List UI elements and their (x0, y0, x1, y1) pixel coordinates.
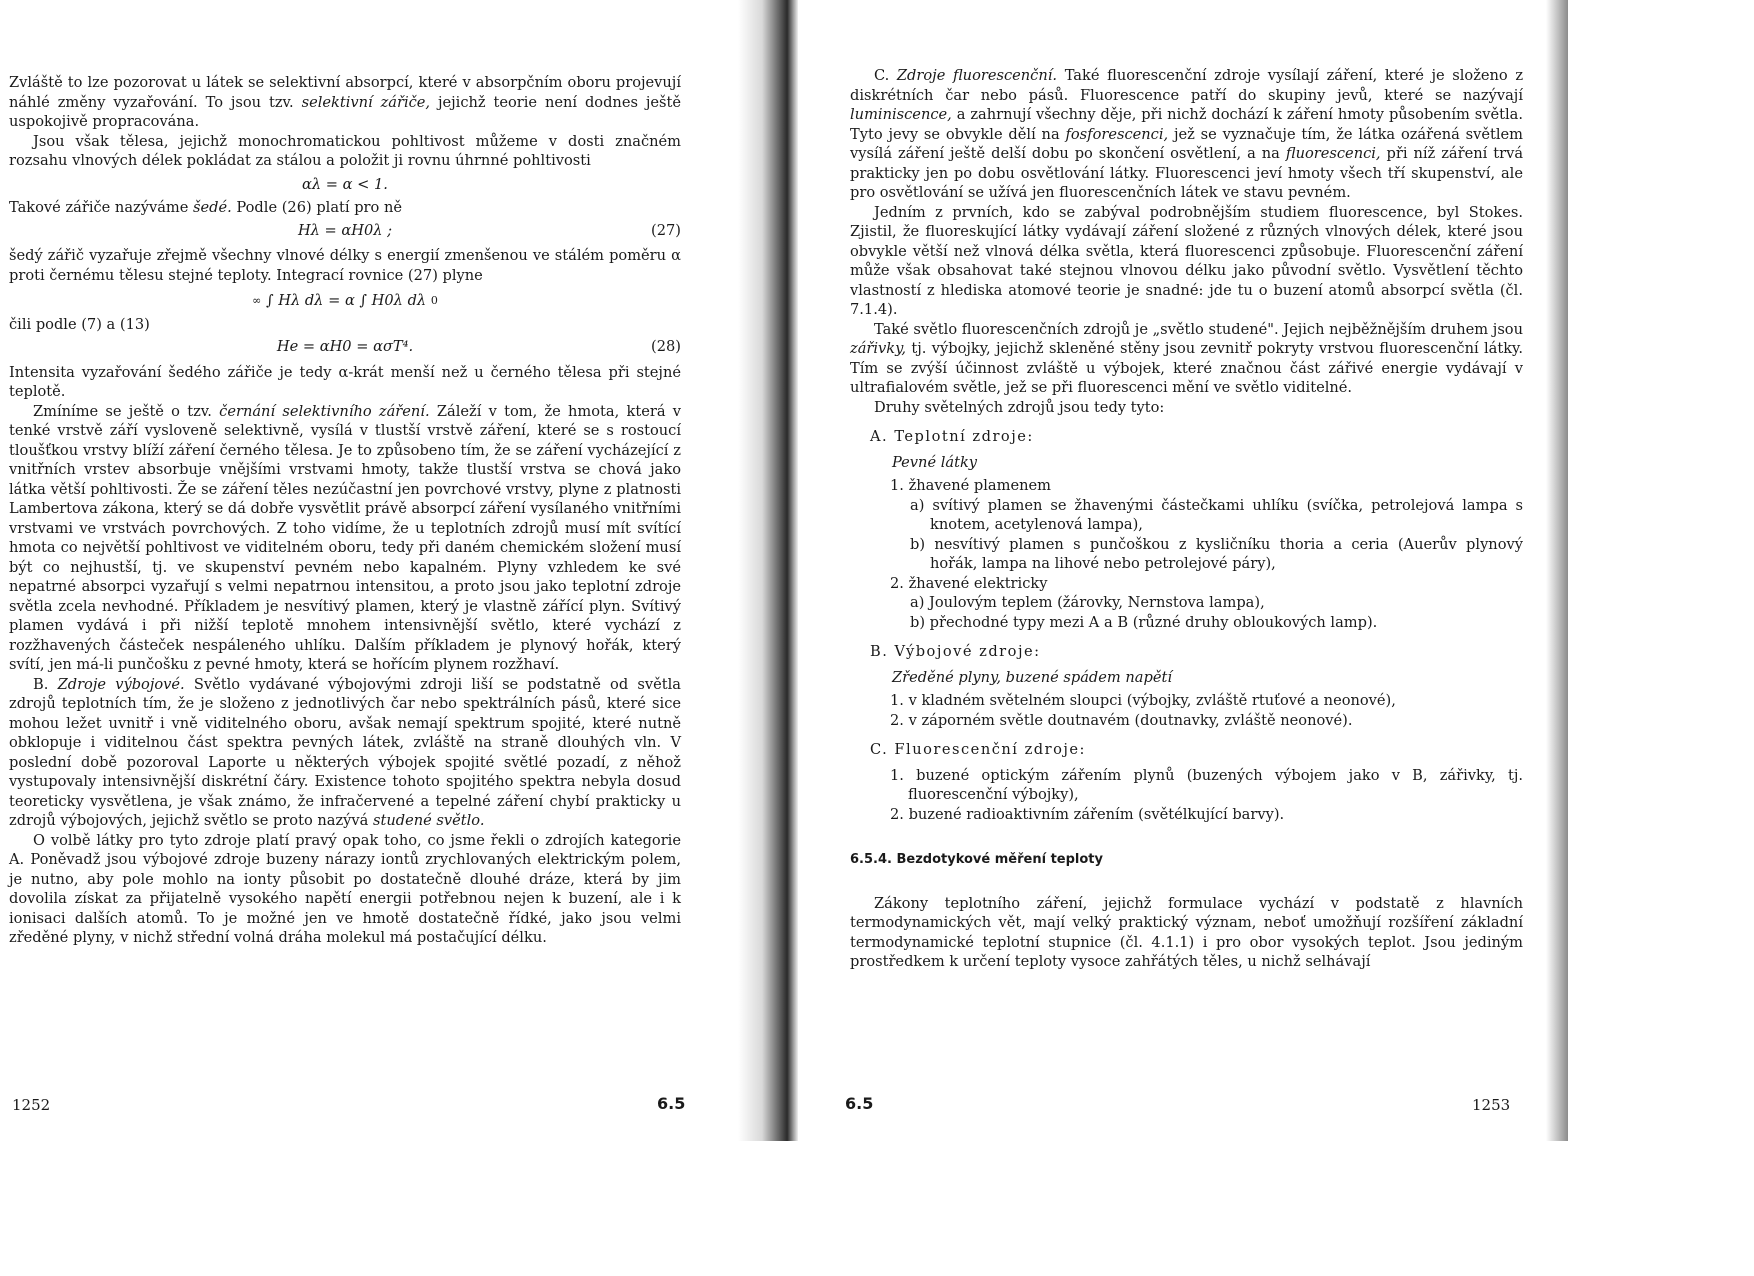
paragraph: Jsou však tělesa, jejichž monochromatickou pohltivost můžeme v dosti značném rozsahu vlnových délek pokládat za stálou a položit ji rovnu úhrnné pohltivosti (9, 132, 681, 169)
integral-bound-upper: ∞ (252, 294, 262, 307)
paragraph: B. Zdroje výbojové. Světlo vydávané výbojovými zdroji liší se podstatně od světla zdrojů teplotních tím, že je složeno z jednotlivých čar nebo spektrálních pásů, které sice mohou ležet uvnitř i vně viditelného oboru, avšak nemají spektrum spojité, které nutně obklopuje i viditelnou část spektra pevných látek, zvláště na straně dlouhých vln. V poslední době pozoroval Laporte u některých výbojek spojité světlé pozadí, z něhož vystupovaly intensivnější diskrétní čáry. Existence tohoto spojitého spektra nebyla dosud teoreticky vysvětlena, je však známo, že infračervené a tepelné záření chybí prakticky u zdrojů výbojových, jejichž světlo se proto nazývá studené světlo. (9, 675, 681, 829)
list-item: 1. žhavené plamenem (890, 477, 1051, 494)
equation: αλ = α < 1. (302, 175, 388, 193)
source-group-heading: C. Fluorescenční zdroje: (870, 741, 1086, 758)
paragraph: Zmíníme se ještě o tzv. černání selektivního záření. Záleží v tom, že hmota, která v tenké vrstvě září vysloveně selektivně, vysílá v tlustší vrstvě záření, které se s rostoucí tloušťkou vrstvy blíží záření černého tělesa. Je to způsobeno tím, že se záření vycházející z vnitřních vrstev absorbuje vnějšími vrstvami hmoty, takže tlustší vrstva se chová jako látka větší pohltivosti. Že se záření těles nezúčastní jen povrchové vrstvy, plyne z platnosti Lambertova zákona, který se dá dobře vysvětlit právě absorpcí záření vysílaného vnitřními vrstvami ve vrstvách povrchových. Z toho vidíme, že u teplotních zdrojů musí mít svítící hmota co největší pohltivost ve viditelném oboru, tedy při daném chemickém složení musí být co nejhustší, tj. ve skupenství pevném nebo kapalném. Plyny vzhledem ke své nepatrné absorpci vyzařují s velmi nepatrnou intensitou, a proto jsou jako teplotní zdroje světla zcela nevhodné. Příkladem je nesvítivý plamen, který je vlastně zářící plyn. Svítivý plamen vydává i při nižší teplotě mnohem intensivnější světlo, které vychází z rozžhavených částeček nespáleného uhlíku. Dalším příkladem je plynový hořák, který svítí, jen má-li punčošku z pevné hmoty, která se hořícím plynem rozžhaví. (9, 402, 682, 673)
paragraph: Také světlo fluorescenčních zdrojů je „světlo studené". Jejich nejběžnějším druhem jsou zářivky, tj. výbojky, jejichž skleněné stěny jsou zevnitř pokryty vrstvou fluorescenční látky. Tím se zvýší účinnost zvláště u výbojek, které značnou část zářivé energie vydávají v ultrafialovém světle, jež se při fluorescenci mění ve světlo viditelné. (850, 320, 1524, 396)
source-subgroup: Zředěné plyny, buzené spádem napětí (892, 668, 1172, 686)
source-group-heading: A. Teplotní zdroje: (870, 428, 1034, 445)
book-gutter (738, 0, 798, 1141)
paragraph: C. Zdroje fluorescenční. Také fluorescenční zdroje vysílají záření, které je složeno z diskrétních čar nebo pásů. Fluorescence patří do skupiny jevů, které se nazývají luminiscence, a zahrnují všechny děje, při nichž dochází k záření hmoty působením světla. Tyto jevy se obvykle dělí na fosforescenci, jež se vyznačuje tím, že látka ozářená světlem vysílá záření ještě delší dobu po skončení osvětlení, a na fluorescenci, při níž záření trvá prakticky jen po dobu osvětlování látky. Fluorescenci jeví hmoty všech tří skupenství, ale pro osvětlování se užívá jen fluorescenčních látek ve stavu pevném. (850, 67, 1524, 201)
paragraph: Takové zářiče nazýváme šedé. Podle (26) platí pro ně (9, 199, 402, 216)
list-item: 2. žhavené elektricky (890, 574, 1048, 592)
equation-27 (9, 221, 681, 241)
paragraph: čili podle (7) a (13) (9, 315, 150, 333)
right-page-body (850, 66, 1523, 972)
list-item: 1. v kladném světelném sloupci (výbojky, zvláště rtuťové a neonové), (890, 692, 1396, 709)
left-page (0, 0, 784, 1141)
paragraph: Zvláště to lze pozorovat u látek se selektivní absorpcí, které v absorpčním oboru projevují náhlé změny vyzařování. To jsou tzv. selektivní zářiče, jejichž teorie není dodnes ještě uspokojivě propracována. (9, 74, 681, 130)
paragraph: Intensita vyzařování šedého zářiče je tedy α-krát menší než u černého tělesa při stejné teplotě. (9, 363, 681, 400)
list-item: a) Joulovým teplem (žárovky, Nernstova lampa), (910, 594, 1265, 611)
list-item: 2. v záporném světle doutnavém (doutnavky, zvláště neonové). (890, 711, 1353, 729)
list-item: 1. buzené optickým zářením plynů (buzených výbojem jako v B, zářivky, tj. fluorescenční výbojky), (890, 766, 1523, 803)
page-edge-shadow (1546, 0, 1568, 1141)
list-item: 2. buzené radioaktivním zářením (světélkující barvy). (890, 805, 1285, 823)
equation-formula: He = αH0 = ασT⁴. (276, 338, 414, 355)
left-page-body (9, 73, 681, 948)
integral-formula: ∫ Hλ dλ = α ∫ H0λ dλ (265, 292, 427, 309)
page-number: 1252 (12, 1096, 51, 1114)
section-running-head: 6.5 (657, 1094, 686, 1113)
page-number: 1253 (1472, 1096, 1511, 1114)
paragraph: O volbě látky pro tyto zdroje platí pravý opak toho, co jsme řekli o zdrojích kategorie A. Poněvadž jsou výbojové zdroje buzeny nárazy iontů zrychlovaných elektrickým polem, je nutno, aby pole mohlo na ionty působit po dostatečně dlouhé dráze, která by jim dovolila získat za přijatelně vysokého napětí energii potřebnou nejen k buzení, ale i k ionisaci dalších atomů. To je možné jen ve hmotě dostatečně řídké, jako jsou velmi zředěné plyny, v nichž střední volná dráha molekul má postačující délku. (9, 831, 681, 946)
section-running-head: 6.5 (845, 1094, 874, 1113)
paragraph: Jedním z prvních, kdo se zabýval podrobnějším studiem fluorescence, byl Stokes. Zjistil, že fluoreskující látky vydávají záření složené z různých vlnových délek, které jsou obvykle větší než vlnová délka světla, která fluorescenci způsobuje. Fluorescenční záření může však obsahovat také stejnou vlnovou délku jako původní světlo. Vysvětlení těchto vlastností z hlediska atomové teorie je snadné: jde tu o buzení atomů absorpcí světla (čl. 7.1.4). (850, 203, 1523, 318)
section-heading: 6.5.4. Bezdotykové měření teploty (850, 852, 1103, 867)
list-item: b) nesvítivý plamen s punčoškou z kysličníku thoria a ceria (Auerův plynový hořák, lampa na lihové nebo petrolejové páry), (910, 535, 1523, 572)
equation-number: (28) (651, 338, 681, 355)
integral-bound-lower: 0 (430, 294, 438, 307)
equation-28 (9, 337, 681, 357)
equation-formula: Hλ = αH0λ ; (297, 221, 393, 239)
paragraph: Zákony teplotního záření, jejichž formulace vychází v podstatě z hlavních termodynamických vět, mají velký praktický význam, neboť umožňují rozšíření základní termodynamické teplotní stupnice (čl. 4.1.1) i pro obor vysokých teplot. Jsou jediným prostředkem k určení teploty vysoce zahřátých těles, u nichž selhávají (850, 894, 1523, 970)
integral-equation (9, 291, 681, 311)
list-item: a) svítivý plamen se žhavenými částečkami uhlíku (svíčka, petrolejová lampa s knotem, acetylenová lampa), (910, 496, 1523, 533)
equation-number: (27) (651, 221, 681, 239)
source-group-heading: B. Výbojové zdroje: (870, 643, 1041, 660)
paragraph: Druhy světelných zdrojů jsou tedy tyto: (874, 398, 1165, 416)
paragraph: šedý zářič vyzařuje zřejmě všechny vlnové délky s energií zmenšenou ve stálém poměru α proti černému tělesu stejné teploty. Integrací rovnice (27) plyne (9, 247, 681, 284)
source-subgroup: Pevné látky (892, 453, 978, 471)
list-item: b) přechodné typy mezi A a B (různé druhy obloukových lamp). (910, 613, 1378, 631)
